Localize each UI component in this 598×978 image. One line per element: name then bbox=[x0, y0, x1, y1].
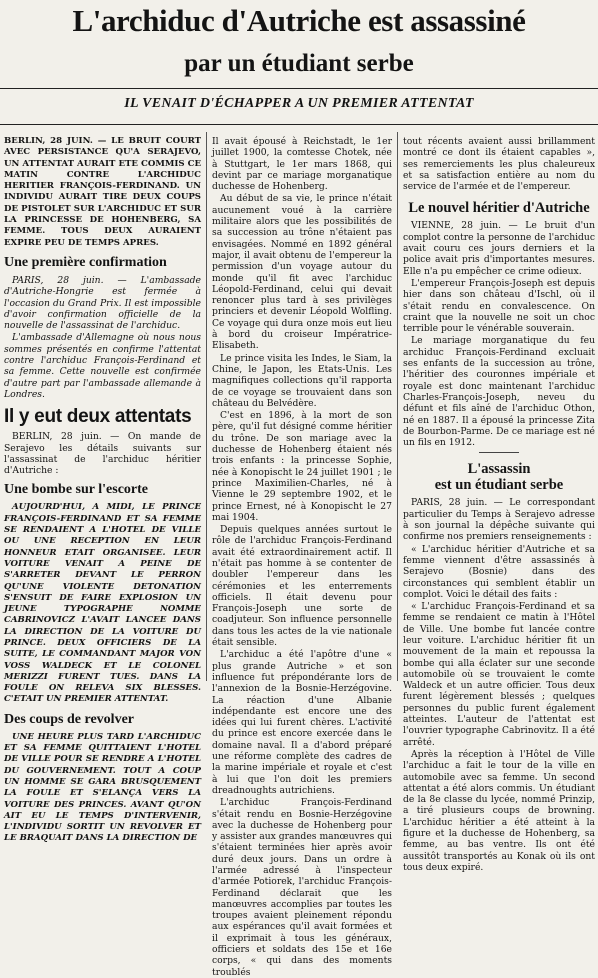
column-1 bbox=[4, 136, 201, 844]
col2-paragraph-4: C'est en 1896, à la mort de son père, qu'il fut désigné comme héritier du trône. De son mariage avec la duchesse de Hohenberg étaient nés trois enfants : la princesse Sophie, née à Konopischt le 24 juillet 1901 ; le prince Maximilien-Charles, né à Vienne le 29 septembre 1902, et le prince Ernest, né à Konopischt le 27 mai 1904. bbox=[212, 410, 392, 523]
column-divider-2 bbox=[397, 132, 398, 681]
col1-paragraph-4: AUJOURD'HUI, A MIDI, LE PRINCE FRANÇOIS-FERDINAND ET SA FEMME SE RENDAIENT A L'HOTEL DE VILLE OU UNE RECEPTION EN LEUR HONNEUR ETAIT ORGANISEE. LEUR VOITURE VENAIT A PEINE DE S'ARRETER DEVANT LE PERRON QU'UNE VIOLENTE DETONATION S'ENSUIT DE FAIRE EXPLOSION UN JEUNE TYPOGRAPHE NOMME CABRINOVICZ L'AVAIT LANCEE DANS LA DIRECTION DE LA VOITURE DU PRINCE. DEUX OFFICIERS DE LA SUITE, LE COMMANDANT MAJOR VON VOSS WALDECK ET LE COLONEL MERIZZI FURENT TUES. DANS LA FOULE ON RELEVA SIX BLESSES. C'ETAIT UN PREMIER ATTENTAT. bbox=[4, 502, 201, 705]
col3-paragraph-3: L'empereur François-Joseph est depuis hier dans son château d'Ischl, où il s'était rendu en convalescence. On craint que la nouvelle ne soit un choc terrible pour le vénérable souverain. bbox=[403, 277, 595, 335]
col1-heading-2: Il y eut deux attentats bbox=[4, 406, 192, 428]
col1-heading-1: Une première confirmation bbox=[4, 254, 167, 270]
col2-paragraph-5: Depuis quelques années surtout le rôle de l'archiduc François-Ferdinand avait été extraordinairement actif. Il n'était pas homme à se contenter de doubler l'empereur dans les cérémonies et les enterrements officiels. Il était devenu pour François-Joseph une sorte de coadjuteur. Son influence personnelle dans tous les actes de la vie nationale était sensible. bbox=[212, 524, 392, 649]
col1-paragraph-3: BERLIN, 28 juin. — On mande de Serajevo les détails suivants sur l'assassinat de l'archiduc héritier d'Autriche : bbox=[4, 431, 201, 477]
deck: IL VENAIT D'ÉCHAPPER A UN PREMIER ATTENTAT bbox=[124, 96, 474, 111]
col3-paragraph-1: tout récents avaient aussi brillamment montré ce dont ils étaient capables », ses remerciements les plus chaleureux et sa satisfaction entière au nom du service de l'armée et de l'empereur. bbox=[403, 136, 595, 193]
col3-paragraph-8: Après la réception à l'Hôtel de Ville l'archiduc a fait le tour de la ville en automobile avec sa femme. Un second attentat a été alors commis. Un étudiant de la 8e classe du lycée, nommé Prinzip, a tiré plusieurs coups de browning. L'archiduc héritier a été atteint à la figure et la duchesse de Hohenberg, sa femme, au bas ventre. Ils ont été aussitôt transportés au Konak où ils ont tous deux expiré. bbox=[403, 748, 595, 873]
col2-paragraph-3: Le prince visita les Indes, le Siam, la Chine, le Japon, les Etats-Unis. Les magnifiques collections qu'il rapporta de ce voyage se trouvaient dans son château du Belvédère. bbox=[212, 352, 392, 409]
col2-paragraph-2: Au début de sa vie, le prince n'était aucunement voué à la carrière militaire alors que les possibilités de sa succession au trône n'étaient pas envisagées. Nommé en 1892 général major, il avait obtenu de l'empereur la permission d'un voyage autour du monde qu'il fit avec l'archiduc Léopold-Ferdinand, celui qui devait renoncer plus tard à ses privilèges princiers et devenir Léopold Wolfling. Ce voyage qui dura onze mois eut lieu à bord du croiseur Impératrice-Elisabeth. bbox=[212, 193, 392, 352]
deck-bottom-rule bbox=[0, 124, 598, 125]
col3-paragraph-4: Le mariage morganatique du feu archiduc François-Ferdinand excluait ses enfants de la succession au trône, l'héritier des couronnes impériale et royale est donc maintenant l'archiduc Charles-François-Joseph, neveu du défunt et fils aîné de l'archiduc Othon, né en 1887. Il a épousé la princesse Zita de Bourbon-Parme. De ce mariage est né un fils en 1912. bbox=[403, 335, 595, 449]
subheadline: par un étudiant serbe bbox=[184, 50, 414, 77]
col3-paragraph-6: « L'archiduc héritier d'Autriche et sa femme viennent d'être assassinés à Serajevo (Bosnie) dans des circonstances qui semblent établir un complot. Voici le détail des faits : bbox=[403, 543, 595, 600]
col1-heading-4: Des coups de revolver bbox=[4, 711, 134, 727]
col3-paragraph-2: VIENNE, 28 juin. — Le bruit d'un complot contre la personne de l'archiduc avait couru ces jours derniers et la police avait pris d'importantes mesures. Elle n'a pu empêcher ce crime odieux. bbox=[403, 220, 595, 277]
col3-separator bbox=[479, 452, 519, 453]
col2-paragraph-6: L'archiduc a été l'apôtre d'une « plus grande Autriche » et son influence fut prépondérante lors de l'annexion de la Bosnie-Herzégovine. La réaction d'une Albanie indépendante est encore une des idées qui lui furent chères. L'activité du prince est encore exercée dans le domaine naval. Il a d'abord préparé une réforme complète des cadres de la marine impériale et royale et c'est à lui que l'on doit les premiers dreadnoughts autrichiens. bbox=[212, 649, 392, 796]
column-3 bbox=[403, 136, 595, 873]
column-divider-1 bbox=[206, 132, 207, 681]
headline: L'archiduc d'Autriche est assassiné bbox=[72, 3, 526, 38]
col1-paragraph-5: UNE HEURE PLUS TARD L'ARCHIDUC ET SA FEMME QUITTAIENT L'HOTEL DE VILLE POUR SE RENDRE A L'HOTEL DU GOUVERNEMENT. TOUT A COUP UN HOMME SE GARA BRUSQUEMENT LA FOULE ET S'ELANÇA VERS LA VOITURE DES PRINCES. AVANT QU'ON AIT EU LE TEMPS D'INTERVENIR, L'INDIVIDU SORTIT UN REVOLVER ET LE BRAQUAIT DANS LA DIRECTION DE bbox=[4, 731, 201, 844]
col3-heading-2a: L'assassin bbox=[467, 461, 531, 478]
col3-paragraph-5: PARIS, 28 juin. — Le correspondant particulier du Temps à Serajevo adresse à son journal la dépêche suivante qui confirme nos premiers renseignements : bbox=[403, 497, 595, 543]
col2-paragraph-7: L'archiduc François-Ferdinand s'était rendu en Bosnie-Herzégovine avec la duchesse de Hohenberg pour y assister aux grandes manœuvres qui s'étaient terminées hier après avoir duré deux jours. Dans un ordre à l'armée adressé à l'inspecteur d'armée Potiorek, l'archiduc François-Ferdinand déclarait que les manœuvres accomplies par toutes les troupes avaient pleinement répondu aux espérances qu'il avait formées et il exprimait à tous les généraux, officiers et soldats des 15e et 16e corps, « qui dans des moments troublés bbox=[212, 797, 392, 978]
col3-heading-2b: est un étudiant serbe bbox=[434, 477, 564, 494]
col1-paragraph-1: PARIS, 28 juin. — L'ambassade d'Autriche-Hongrie est fermée à l'occasion du Grand Prix. Il est impossible d'avoir confirmation officielle de la nouvelle de l'assassinat de l'archiduc. bbox=[4, 274, 201, 332]
col1-heading-3: Une bombe sur l'escorte bbox=[4, 482, 148, 498]
deck-top-rule bbox=[0, 88, 598, 89]
col1-lead: BERLIN, 28 JUIN. — LE BRUIT COURT AVEC PERSISTANCE QU'A SERAJEVO, UN ATTENTAT AURAIT ETE COMMIS CE MATIN CONTRE L'ARCHIDUC HERITIER FRANÇOIS-FERDINAND. UN INDIVIDU AURAIT TIRE DEUX COUPS DE PISTOLET SUR L'ARCHIDUC ET SUR LA PRINCESSE DE HOHENBERG, SA FEMME. TOUS DEUX AURAIENT EXPIRE PEU DE TEMPS APRES. bbox=[4, 136, 201, 248]
col3-heading-1: Le nouvel héritier d'Autriche bbox=[408, 200, 590, 217]
column-2 bbox=[212, 136, 392, 978]
col3-paragraph-7: « L'archiduc François-Ferdinand et sa femme se rendaient ce matin à l'Hôtel de Ville. Une bombe fut lancée contre leur voiture. L'archiduc héritier fit un mouvement de la main et repoussa la bombe qui alla éclater sur une seconde automobile où se trouvaient le comte Waldeck et un autre officier. Tous deux furent légèrement blessés ; quelques personnes du public furent également atteintes. L'auteur de l'attentat est l'ouvrier typographe Cabrinovitz. Il a été arrêté. bbox=[403, 601, 595, 748]
col2-paragraph-1: Il avait épousé à Reichstadt, le 1er juillet 1900, la comtesse Chotek, née à Stuttgart, le 1er mars 1868, qui devint par ce mariage morganatique duchesse de Hohenberg. bbox=[212, 136, 392, 193]
col1-paragraph-2: L'ambassade d'Allemagne où nous nous sommes présentés en confirme l'attentat contre l'archiduc François-Ferdinand et sa femme. Cette nouvelle est confirmée d'autre part par l'ambassade allemande à Londres. bbox=[4, 332, 201, 400]
